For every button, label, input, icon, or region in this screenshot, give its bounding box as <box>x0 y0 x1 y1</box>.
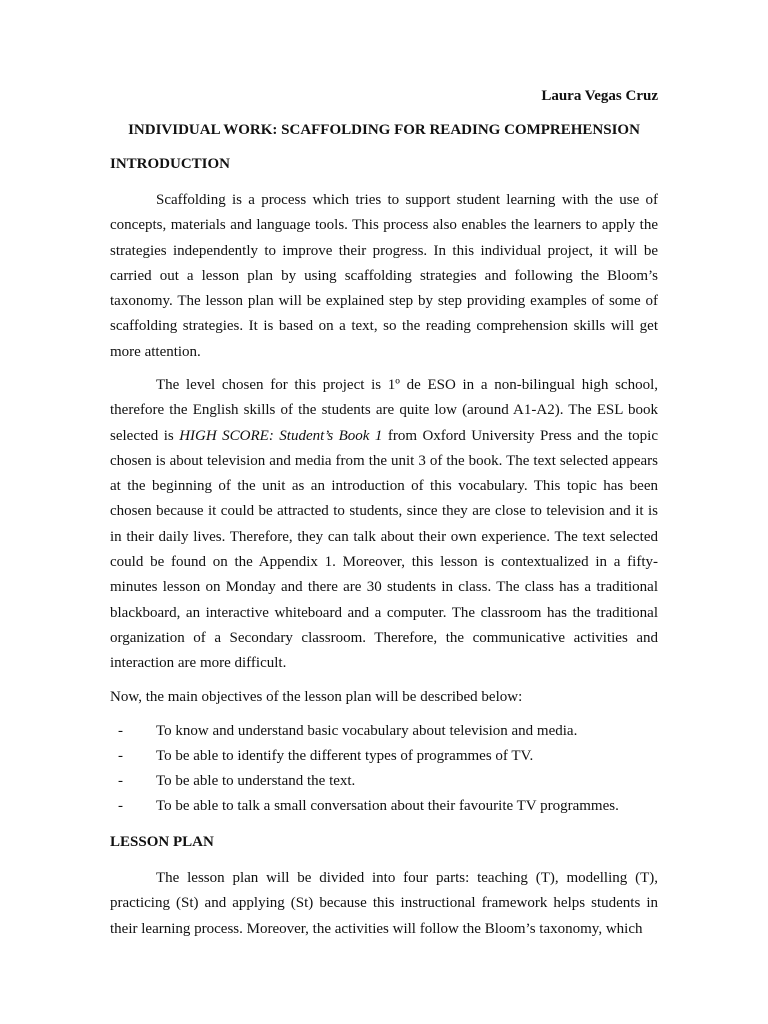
objectives-list <box>110 719 658 819</box>
objective-item <box>110 794 658 819</box>
lesson-plan-paragraph-1: The lesson plan will be divided into four parts: teaching (T), modelling (T), practicing (St) and applying (St) because this instructional framework helps students in their learning process. Moreover, the activities will follow the Bloom’s taxonomy, which <box>110 870 658 937</box>
bullet-dash: - <box>118 798 123 814</box>
intro-paragraph-1: Scaffolding is a process which tries to support student learning with the use of concepts, materials and language tools. This process also enables the learners to apply the strategies independently to improve their progress. In this individual project, it will be carried out a lesson plan by using scaffolding strategies and following the Bloom’s taxonomy. The lesson plan will be explained step by step providing examples of some of scaffolding strategies. It is based on a text, so the reading comprehension skills will get more attention. <box>110 192 658 360</box>
objective-text: To be able to identify the different types of programmes of TV. <box>156 748 534 764</box>
document-title: INDIVIDUAL WORK: SCAFFOLDING FOR READING COMPREHENSION <box>128 122 640 138</box>
bullet-dash: - <box>118 773 123 789</box>
objective-text: To be able to understand the text. <box>156 773 356 789</box>
objective-item <box>110 769 658 794</box>
bullet-dash: - <box>118 748 123 764</box>
bullet-dash: - <box>118 723 123 739</box>
objective-text: To know and understand basic vocabulary about television and media. <box>156 723 578 739</box>
author-name: Laura Vegas Cruz <box>541 88 658 104</box>
objective-item <box>110 719 658 744</box>
intro-paragraph-2 <box>110 373 658 677</box>
objective-text: To be able to talk a small conversation about their favourite TV programmes. <box>156 798 619 814</box>
section-heading-introduction: INTRODUCTION <box>110 156 231 172</box>
objective-item <box>110 744 658 769</box>
objectives-intro: Now, the main objectives of the lesson plan will be described below: <box>110 689 523 705</box>
section-heading-lesson-plan: LESSON PLAN <box>110 834 214 850</box>
para2-text-end: from Oxford University Press and the topic chosen is about television and media from the unit 3 of the book. The text selected appears at the beginning of the unit as an introduction of this vocabulary. This topic has been chosen because it could be attracted to students, since they are close to television and it is in their daily lives. Therefore, they can talk about their own experience. The text selected could be found on the Appendix 1. Moreover, this lesson is contextualized in a fifty-minutes lesson on Monday and there are 30 students in class. The class has a traditional blackboard, an interactive whiteboard and a computer. The classroom has the traditional organization of a Secondary classroom. Therefore, the communicative activities and interaction are more difficult. <box>110 427 658 672</box>
para2-text-start: The level chosen for this project is 1º de ESO in a non-bilingual high school, therefore the English skills of the students are quite low (around A1-A2). The ESL book selected is <box>110 377 658 444</box>
book-title: HIGH SCORE: Student’s Book 1 <box>179 427 383 444</box>
